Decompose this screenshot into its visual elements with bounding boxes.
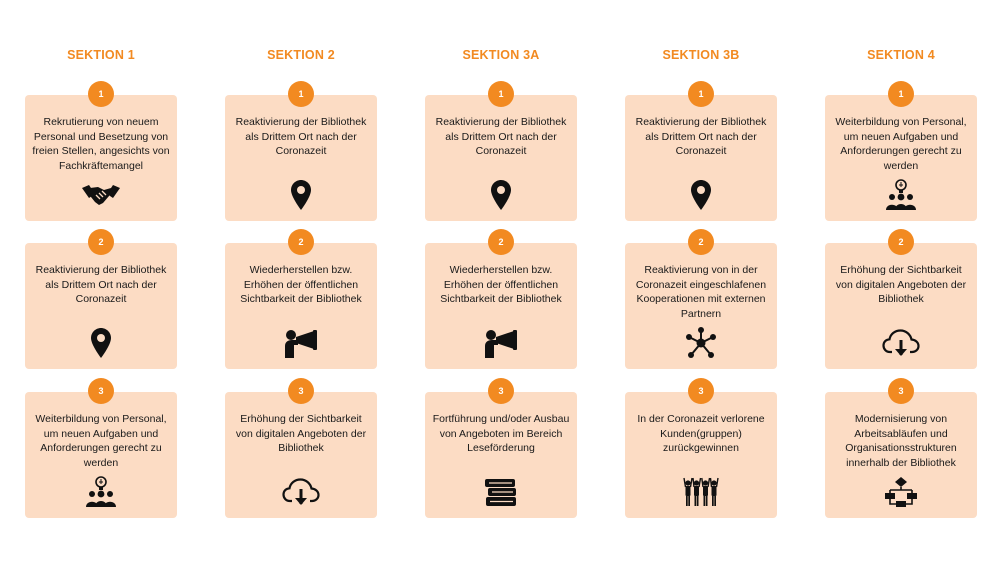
map-pin-icon [281, 179, 321, 211]
goal-text: Weiterbildung von Personal, um neuen Aufgaben und Anforderungen gerecht zu werden [835, 116, 967, 172]
goal-text: Reaktivierung der Bibliothek als Drittem Ort nach der Coronazeit [635, 116, 767, 157]
goal-card [225, 386, 377, 518]
map-pin-icon [481, 179, 521, 211]
goal-card [225, 237, 377, 369]
number-badge: 1 [888, 81, 914, 107]
number-badge: 1 [488, 81, 514, 107]
goal-text: Fortführung und/oder Ausbau von Angeboten im Bereich Leseförderung [432, 413, 570, 454]
goal-text: Wiederherstellen bzw. Erhöhen der öffentlichen Sichtbarkeit der Bibliothek [240, 264, 362, 305]
goal-card [625, 386, 777, 518]
goal-text: Erhöhung der Sichtbarkeit von digitalen Angeboten der Bibliothek [835, 264, 967, 305]
goal-card [25, 237, 177, 369]
goal-text: Rekrutierung von neuem Personal und Besetzung von freien Stellen, angesichts von Fachkräftemangel [32, 116, 170, 172]
number-badge: 1 [688, 81, 714, 107]
goal-card [825, 89, 977, 221]
goal-text: Reaktivierung der Bibliothek als Drittem Ort nach der Coronazeit [435, 116, 567, 157]
goal-text: Reaktivierung von in der Coronazeit eingeschlafenen Kooperationen mit externen Partnern [635, 264, 767, 320]
number-badge: 2 [888, 229, 914, 255]
number-badge: 2 [488, 229, 514, 255]
map-pin-icon [81, 327, 121, 359]
number-badge: 3 [488, 378, 514, 404]
goal-card [625, 237, 777, 369]
flowchart-icon [881, 476, 921, 508]
number-badge: 2 [688, 229, 714, 255]
cloud-download-icon [281, 476, 321, 508]
goal-card [425, 386, 577, 518]
goal-text: Reaktivierung der Bibliothek als Drittem Ort nach der Coronazeit [35, 264, 167, 305]
goal-text: In der Coronazeit verlorene Kunden(gruppen) zurückgewinnen [637, 413, 765, 454]
goal-text: Wiederherstellen bzw. Erhöhen der öffentlichen Sichtbarkeit der Bibliothek [440, 264, 562, 305]
section-title: SEKTION 1 [67, 48, 135, 62]
goal-text: Reaktivierung der Bibliothek als Drittem Ort nach der Coronazeit [235, 116, 367, 157]
goal-card [225, 89, 377, 221]
goal-card [425, 89, 577, 221]
goal-card [25, 386, 177, 518]
megaphone-person-icon [481, 327, 521, 359]
number-badge: 1 [288, 81, 314, 107]
number-badge: 3 [288, 378, 314, 404]
goal-card [625, 89, 777, 221]
section-title: SEKTION 3A [462, 48, 540, 62]
number-badge: 3 [88, 378, 114, 404]
goal-card [425, 237, 577, 369]
section-title: SEKTION 4 [867, 48, 935, 62]
goal-text: Weiterbildung von Personal, um neuen Aufgaben und Anforderungen gerecht zu werden [35, 413, 167, 469]
goal-card [825, 237, 977, 369]
megaphone-person-icon [281, 327, 321, 359]
goal-text: Modernisierung von Arbeitsabläufen und Organisationsstrukturen innerhalb der Bibliothek [845, 413, 957, 469]
team-idea-icon [81, 476, 121, 508]
number-badge: 2 [288, 229, 314, 255]
section-title: SEKTION 2 [267, 48, 335, 62]
crowd-icon [681, 476, 721, 508]
map-pin-icon [681, 179, 721, 211]
goal-card [825, 386, 977, 518]
number-badge: 3 [688, 378, 714, 404]
goal-card [25, 89, 177, 221]
book-stack-icon [481, 476, 521, 508]
number-badge: 1 [88, 81, 114, 107]
goal-text: Erhöhung der Sichtbarkeit von digitalen Angeboten der Bibliothek [235, 413, 367, 454]
team-idea-icon [881, 179, 921, 211]
number-badge: 2 [88, 229, 114, 255]
number-badge: 3 [888, 378, 914, 404]
section-title: SEKTION 3B [662, 48, 740, 62]
handshake-icon [81, 179, 121, 211]
cloud-download-icon [881, 327, 921, 359]
network-icon [681, 327, 721, 359]
